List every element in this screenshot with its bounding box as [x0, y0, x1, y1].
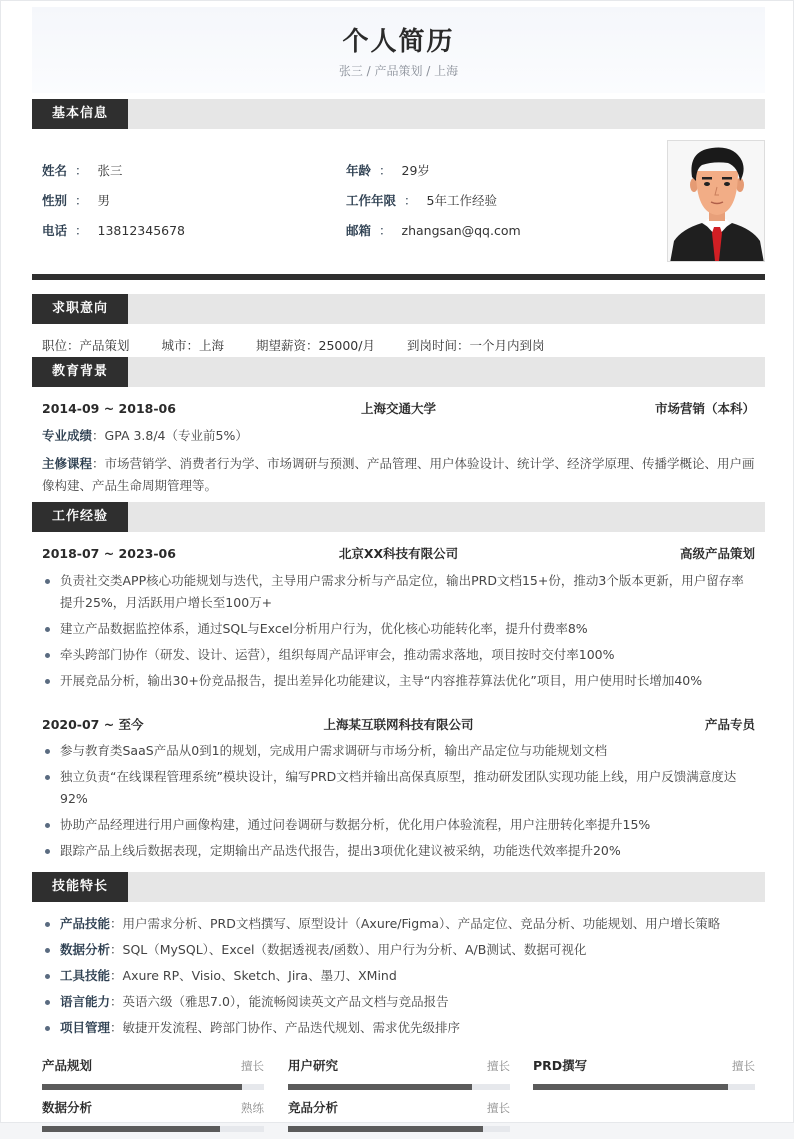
education-school: 上海交通大学 — [360, 401, 436, 416]
info-name: 姓名 ： 张三 — [42, 163, 123, 178]
skill-bar — [288, 1057, 510, 1097]
work-period: 2018-07 ~ 2023-06 — [42, 546, 176, 561]
list-item: 开展竞品分析，输出30+份竞品报告，提出差异化功能建议，主导“内容推荐算法优化”项目，用户使用时长增加40% — [42, 670, 755, 692]
list-item: 独立负责“在线课程管理系统”模块设计，编写PRD文档并输出高保真原型，推动研发团队实现功能上线，用户反馈满意度达92% — [42, 766, 755, 810]
list-item: 产品技能：用户需求分析、PRD文档撰写、原型设计（Axure/Figma）、产品定位、竞品分析、功能规划、用户增长策略 — [42, 913, 755, 935]
info-value: 男 — [97, 193, 111, 208]
info-value: zhangsan@qq.com — [401, 223, 521, 238]
section-header-work — [32, 502, 765, 532]
courses-label: 主修课程 — [42, 456, 93, 471]
skills-list — [42, 913, 755, 1043]
skill-fill — [288, 1126, 483, 1132]
skill-track — [42, 1126, 264, 1132]
work-period: 2020-07 ~ 至今 — [42, 717, 144, 732]
skill-fill — [533, 1084, 728, 1090]
info-value: 张三 — [97, 163, 123, 178]
skill-bar — [288, 1099, 510, 1139]
skill-track — [288, 1084, 510, 1090]
list-item: 参与教育类SaaS产品从0到1的规划，完成用户需求调研与市场分析，输出产品定位与功能规划文档 — [42, 740, 755, 762]
gpa-label: 专业成绩 — [42, 428, 93, 443]
info-value: 5年工作经验 — [426, 193, 497, 208]
section-title-intent: 求职意向 — [32, 294, 128, 324]
list-item: 语言能力：英语六级（雅思7.0），能流畅阅读英文产品文档与竞品报告 — [42, 991, 755, 1013]
list-item: 建立产品数据监控体系，通过SQL与Excel分析用户行为，优化核心功能转化率，提升付费率8% — [42, 618, 755, 640]
intent-salary: 期望薪资：25000/月 — [256, 338, 375, 353]
info-label: 性别 — [42, 193, 68, 208]
work-header-row — [42, 545, 755, 563]
section-title-basic: 基本信息 — [32, 99, 128, 129]
skill-name: 用户研究 — [288, 1058, 339, 1073]
divider — [32, 274, 765, 280]
section-header-skills — [32, 872, 765, 902]
skill-name: 产品规划 — [42, 1058, 93, 1073]
work-header-row — [42, 716, 755, 734]
courses-value: ：市场营销学、消费者行为学、市场调研与预测、产品管理、用户体验设计、统计学、经济学原理、传播学概论、用户画像构建、产品生命周期管理等。 — [42, 456, 755, 493]
skill-level: 熟练 — [241, 1101, 264, 1115]
section-title-skills: 技能特长 — [32, 872, 128, 902]
work-company: 上海某互联网科技有限公司 — [323, 717, 474, 732]
work-title: 高级产品策划 — [679, 546, 755, 561]
info-email: 邮箱 ： zhangsan@qq.com — [346, 223, 521, 238]
education-gpa — [42, 425, 755, 447]
work-bullets — [42, 740, 755, 866]
info-label: 邮箱 — [346, 223, 372, 238]
page-subtitle: 张三 / 产品策划 / 上海 — [338, 64, 459, 78]
skill-fill — [42, 1126, 220, 1132]
skill-track — [288, 1126, 510, 1132]
skill-track — [42, 1084, 264, 1090]
section-title-education: 教育背景 — [32, 357, 128, 387]
section-header-education — [32, 357, 765, 387]
info-value: 13812345678 — [97, 223, 186, 238]
section-header-basic — [32, 99, 765, 129]
work-company: 北京XX科技有限公司 — [338, 546, 459, 561]
intent-availability: 到岗时间：一个月内到岗 — [406, 338, 545, 353]
skill-fill — [42, 1084, 242, 1090]
list-item: 项目管理：敏捷开发流程、跨部门协作、产品迭代规划、需求优先级排序 — [42, 1017, 755, 1039]
job-intent-row — [42, 337, 572, 355]
work-title: 产品专员 — [704, 717, 755, 732]
section-title-work: 工作经验 — [32, 502, 128, 532]
skill-name: 数据分析 — [42, 1100, 93, 1115]
intent-city: 城市：上海 — [161, 338, 225, 353]
list-item: 协助产品经理进行用户画像构建，通过问卷调研与数据分析，优化用户体验流程，用户注册转化率提升15% — [42, 814, 755, 836]
skill-level: 擅长 — [732, 1059, 755, 1073]
education-period: 2014-09 ~ 2018-06 — [42, 401, 176, 416]
avatar-photo — [667, 140, 765, 262]
info-age: 年龄 ： 29岁 — [346, 163, 430, 178]
list-item: 跟踪产品上线后数据表现，定期输出产品迭代报告，提出3项优化建议被采纳，功能迭代效率提升20% — [42, 840, 755, 862]
skill-name: 竞品分析 — [288, 1100, 339, 1115]
info-value: 29岁 — [401, 163, 430, 178]
person-portrait-icon — [668, 141, 765, 262]
info-label: 工作年限 — [346, 193, 397, 208]
info-label: 电话 — [42, 223, 68, 238]
list-item: 数据分析：SQL（MySQL）、Excel（数据透视表/函数）、用户行为分析、A/B测试、数据可视化 — [42, 939, 755, 961]
info-gender: 性别 ： 男 — [42, 193, 111, 208]
skill-name: PRD撰写 — [533, 1058, 588, 1073]
skill-bar — [42, 1057, 264, 1097]
skill-level: 擅长 — [487, 1101, 510, 1115]
skill-level: 擅长 — [241, 1059, 264, 1073]
education-major: 市场营销（本科） — [654, 401, 755, 416]
education-courses — [42, 453, 755, 497]
education-header-row — [42, 400, 755, 418]
info-label: 年龄 — [346, 163, 372, 178]
work-bullets — [42, 570, 755, 696]
skill-track — [533, 1084, 755, 1090]
list-item: 负责社交类APP核心功能规划与迭代，主导用户需求分析与产品定位，输出PRD文档15+份，推动3个版本更新，用户留存率提升25%，月活跃用户增长至100万+ — [42, 570, 755, 614]
resume-header — [32, 7, 765, 93]
section-header-intent — [32, 294, 765, 324]
info-experience-years: 工作年限 ： 5年工作经验 — [346, 193, 497, 208]
gpa-value: ：GPA 3.8/4（专业前5%） — [92, 428, 248, 443]
skill-bar — [533, 1057, 755, 1097]
skill-level: 擅长 — [487, 1059, 510, 1073]
list-item: 牵头跨部门协作（研发、设计、运营），组织每周产品评审会，推动需求落地，项目按时交付率100% — [42, 644, 755, 666]
intent-position: 职位：产品策划 — [42, 338, 130, 353]
page-title: 个人简历 — [342, 27, 455, 57]
info-phone: 电话 ： 13812345678 — [42, 223, 186, 238]
skill-bar — [42, 1099, 264, 1139]
list-item: 工具技能：Axure RP、Visio、Sketch、Jira、墨刀、XMind — [42, 965, 755, 987]
info-label: 姓名 — [42, 163, 68, 178]
skill-fill — [288, 1084, 472, 1090]
